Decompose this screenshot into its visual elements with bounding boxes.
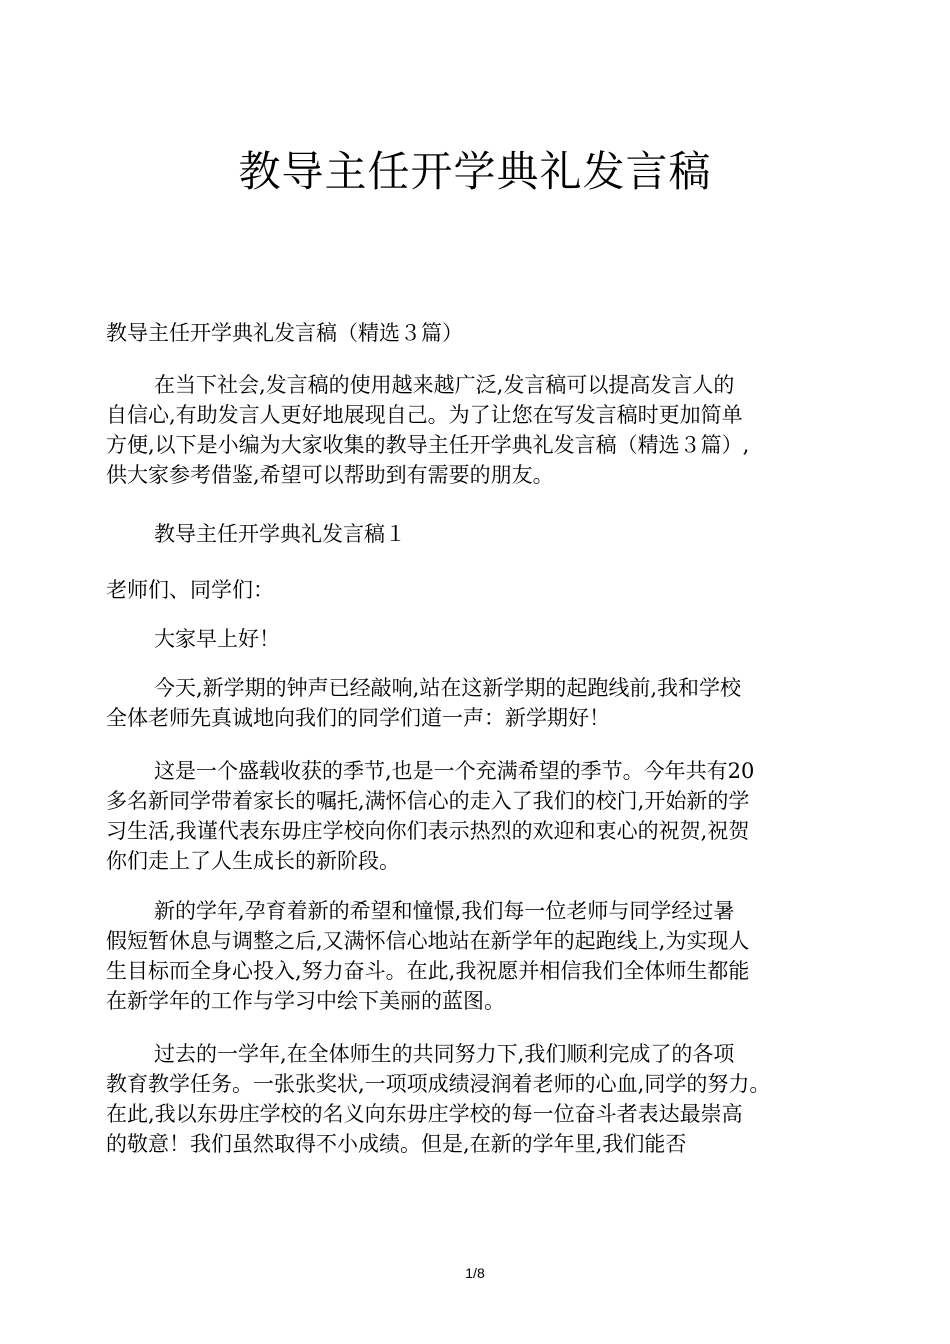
text-line: 在当下社会,发言稿的使用越来越广泛,发言稿可以提高发言人的 [154,373,735,397]
text-line: 的敬意！我们虽然取得不小成绩。但是,在新的学年里,我们能否 [106,1132,687,1156]
text-line: 供大家参考借鉴,希望可以帮助到有需要的朋友。 [106,463,554,487]
text-line: 在此,我以东毋庄学校的名义向东毋庄学校的每一位奋斗者表达最崇高 [106,1102,743,1126]
text-line: 过去的一学年,在全体师生的共同努力下,我们顺利完成了的各项 [154,1042,735,1066]
paragraph-3 [106,896,862,1016]
paragraph-1 [106,673,862,733]
page-number: 1/8 [465,1265,485,1281]
salutation: 老师们、同学们： [106,578,274,602]
text-line: 习生活,我谨代表东毋庄学校向你们表示热烈的欢迎和衷心的祝贺,祝贺 [106,819,750,843]
text-line: 这是一个盛载收获的季节,也是一个充满希望的季节。今年共有20 [154,759,755,783]
greeting: 大家早上好！ [154,627,280,651]
text-line: 教育教学任务。一张张奖状,一项项成绩浸润着老师的心血,同学的努力。 [106,1072,771,1096]
document-subtitle: 教导主任开学典礼发言稿（精选３篇） [106,321,463,345]
text-line: 方便,以下是小编为大家收集的教导主任开学典礼发言稿（精选３篇）, [106,433,750,457]
document-title: 教导主任开学典礼发言稿 [238,147,712,196]
text-line: 生目标而全身心投入,努力奋斗。在此,我祝愿并相信我们全体师生都能 [106,959,750,983]
text-line: 自信心,有助发言人更好地展现自己。为了让您在写发言稿时更加简单 [106,403,743,427]
text-line: 假短暂休息与调整之后,又满怀信心地站在新学年的起跑线上,为实现人 [106,929,750,953]
text-line: 你们走上了人生成长的新阶段。 [106,849,400,873]
intro-paragraph [106,370,862,490]
text-line: 全体老师先真诚地向我们的同学们道一声：新学期好！ [106,706,610,730]
text-line: 多名新同学带着家长的嘱托,满怀信心的走入了我们的校门,开始新的学 [106,789,750,813]
text-line: 新的学年,孕育着新的希望和憧憬,我们每一位老师与同学经过暑 [154,899,735,923]
text-line: 今天,新学期的钟声已经敲响,站在这新学期的起跑线前,我和学校 [154,676,742,700]
paragraph-2 [106,756,862,876]
text-line: 在新学年的工作与学习中绘下美丽的蓝图。 [106,989,505,1013]
paragraph-4 [106,1039,862,1159]
section-heading: 教导主任开学典礼发言稿１ [154,522,406,546]
